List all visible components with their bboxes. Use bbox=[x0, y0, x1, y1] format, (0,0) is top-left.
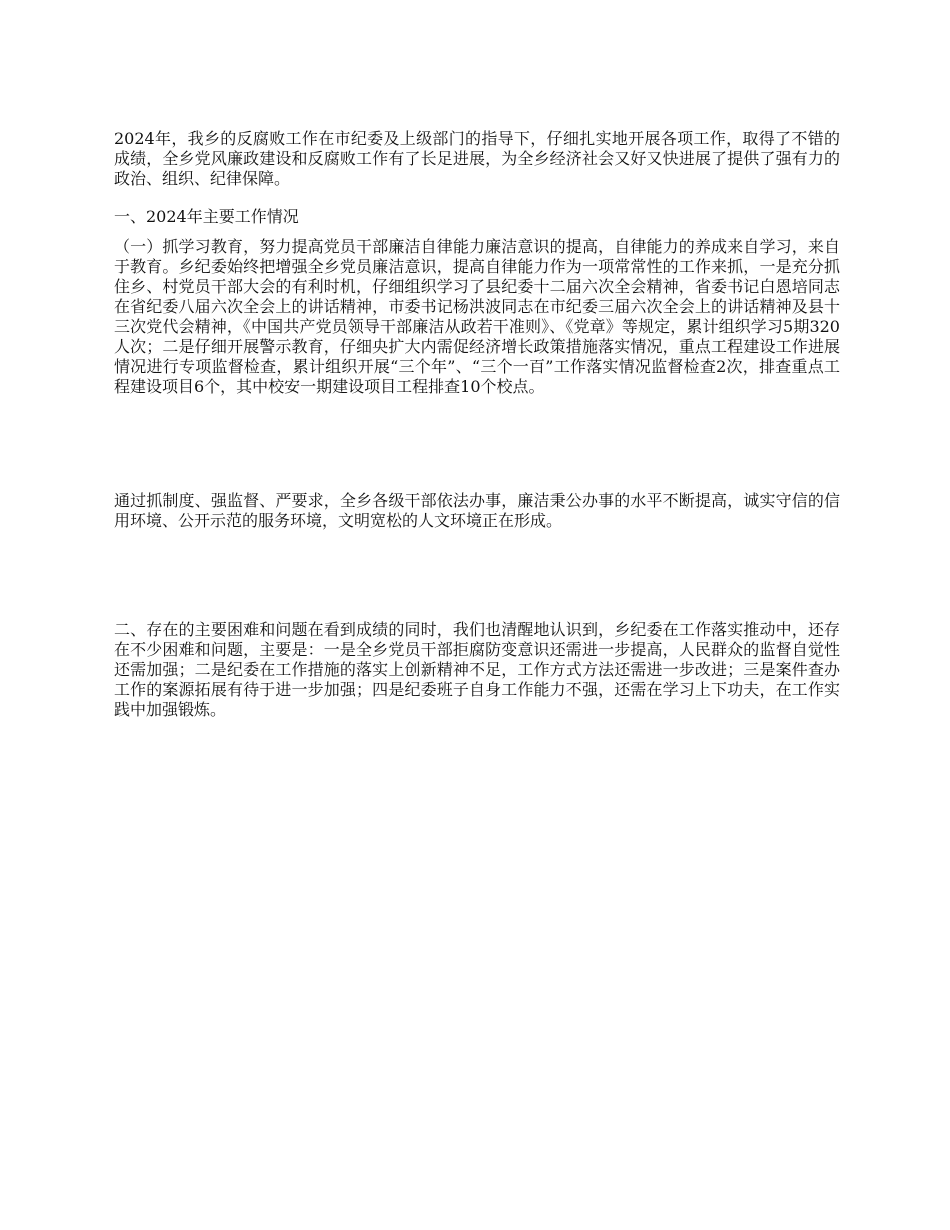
section-heading-1: 一、2024年主要工作情况 bbox=[114, 207, 299, 226]
section-2-paragraph: 二、存在的主要困难和问题在看到成绩的同时，我们也清醒地认识到，乡纪委在工作落实推动中，还存在不少困难和问题，主要是：一是全乡党员干部拒腐防变意识还需进一步提高，人民群众的监督自觉性还需加强；二是纪委在工作措施的落实上创新精神不足，工作方式方法还需进一步改进；三是案件查办工作的案源拓展有待于进一步加强；四是纪委班子自身工作能力不强，还需在学习上下功夫，在工作实践中加强锻炼。 bbox=[114, 620, 840, 719]
item-1-paragraph: （一）抓学习教育，努力提高党员干部廉洁自律能力廉洁意识的提高，自律能力的养成来自学习，来自于教育。乡纪委始终把增强全乡党员廉洁意识，提高自律能力作为一项常常性的工作来抓，一是充分抓住乡、村党员干部大会的有利时机，仔细组织学习了县纪委十二届六次全会精神，省委书记白恩培同志在省纪委八届六次全会上的讲话精神，市委书记杨洪波同志在市纪委三届六次全会上的讲话精神及县十三次党代会精神，《中国共产党员领导干部廉洁从政若干准则》、《党章》等规定，累计组织学习5期320人次；二是仔细开展警示教育，仔细央扩大内需促经济增长政策措施落实情况，重点工程建设工作进展情况进行专项监督检查，累计组织开展“三个年”、“三个一百”工作落实情况监督检查2次，排查重点工程建设项目6个，其中校安一期建设项目工程排查10个校点。 bbox=[114, 237, 840, 396]
intro-paragraph: 2024年，我乡的反腐败工作在市纪委及上级部门的指导下，仔细扎实地开展各项工作，取得了不错的成绩，全乡党风廉政建设和反腐败工作有了长足进展，为全乡经济社会又好又快进展了提供了强有力的政治、组织、纪律保障。 bbox=[114, 129, 840, 188]
summary-paragraph: 通过抓制度、强监督、严要求，全乡各级干部依法办事，廉洁秉公办事的水平不断提高，诚实守信的信用环境、公开示范的服务环境，文明宽松的人文环境正在形成。 bbox=[114, 491, 840, 530]
